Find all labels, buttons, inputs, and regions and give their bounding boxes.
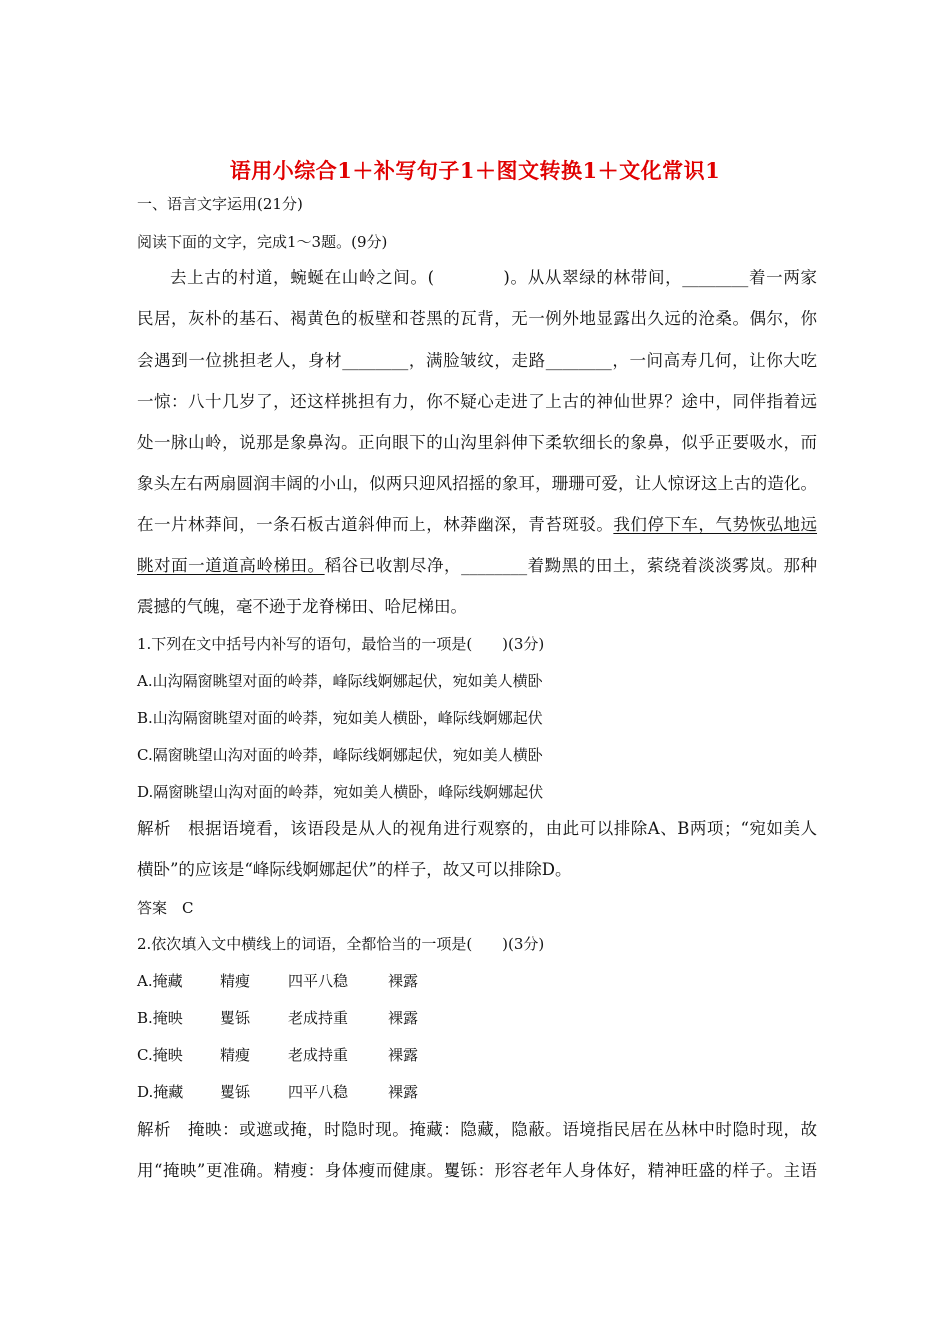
option-word: 裸露 — [388, 1009, 419, 1027]
q1-option-c: C.隔窗眺望山沟对面的岭莽，峰际线婀娜起伏，宛如美人横卧 — [137, 746, 543, 764]
q2-option-b — [137, 1008, 418, 1028]
passage-line-4: 一惊：八十几岁了，还这样挑担有力，你不疑心走进了上古的神仙世界？途中，同伴指着远 — [137, 392, 817, 411]
passage-line-2: 民居，灰朴的基石、褐黄色的板壁和苍黑的瓦背，无一例外地显露出久远的沧桑。偶尔，你 — [137, 309, 817, 328]
option-word: B.掩映 — [137, 1009, 183, 1027]
section-heading: 一、语言文字运用(21分) — [137, 195, 303, 213]
passage-line-3: 会遇到一位挑担老人，身材________，满脸皱纹，走路________，一问高寿几何，让你大吃 — [137, 351, 817, 370]
reading-instruction: 阅读下面的文字，完成1～3题。(9分) — [137, 233, 388, 251]
q1-answer: 答案 C — [137, 899, 194, 917]
q2-analysis-line-1: 解析 掩映：或遮或掩，时隐时现。掩藏：隐藏，隐蔽。语境指民居在丛林中时隐时现，故 — [137, 1120, 817, 1139]
q1-option-b: B.山沟隔窗眺望对面的岭莽，宛如美人横卧，峰际线婀娜起伏 — [137, 709, 543, 727]
option-word: 裸露 — [388, 972, 419, 990]
underlined-sentence: 眺对面一道道高岭梯田。 — [137, 556, 325, 575]
q2-option-d — [137, 1082, 418, 1102]
passage-text: 在一片林莽间，一条石板古道斜伸而上，林莽幽深，青苔斑驳。 — [137, 515, 614, 534]
option-word: 裸露 — [388, 1046, 419, 1064]
passage-line-6: 象头左右两扇圆润丰阔的小山，似两只迎风招摇的象耳，珊珊可爱，让人惊讶这上古的造化。 — [137, 474, 817, 493]
page-title: 语用小综合1＋补写句子1＋图文转换1＋文化常识1 — [229, 158, 721, 183]
q1-option-a: A.山沟隔窗眺望对面的岭莽，峰际线婀娜起伏，宛如美人横卧 — [137, 672, 543, 690]
passage-line-7 — [137, 514, 817, 536]
underlined-sentence: 我们停下车，气势恢弘地远 — [613, 515, 818, 534]
option-word: 老成持重 — [288, 1046, 349, 1064]
option-word: 四平八稳 — [288, 1083, 349, 1101]
passage-line-1: 去上古的村道，蜿蜒在山岭之间。( )。从从翠绿的林带间，________着一两家 — [170, 268, 817, 287]
q2-analysis-line-2: 用“掩映”更准确。精瘦：身体瘦而健康。矍铄：形容老年人身体好，精神旺盛的样子。主语 — [137, 1161, 817, 1180]
question-1-stem: 1.下列在文中括号内补写的语句，最恰当的一项是( )(3分) — [137, 635, 545, 653]
passage-line-9: 震撼的气魄，毫不逊于龙脊梯田、哈尼梯田。 — [137, 597, 467, 616]
passage-line-5: 处一脉山岭，说那是象鼻沟。正向眼下的山沟里斜伸下柔软细长的象鼻，似乎正要吸水，而 — [137, 433, 817, 452]
passage-text: 稻谷已收割尽净，________着黝黑的田土，萦绕着淡淡雾岚。那种 — [324, 556, 818, 575]
question-2-stem: 2.依次填入文中横线上的词语，全都恰当的一项是( )(3分) — [137, 935, 545, 953]
option-word: 精瘦 — [220, 972, 251, 990]
q1-analysis-line-1: 解析 根据语境看，该语段是从人的视角进行观察的，由此可以排除A、B两项；“宛如美人 — [137, 819, 817, 838]
option-word: 矍铄 — [220, 1083, 251, 1101]
option-word: 四平八稳 — [288, 972, 349, 990]
option-word: 裸露 — [388, 1083, 419, 1101]
q1-option-d: D.隔窗眺望山沟对面的岭莽，宛如美人横卧，峰际线婀娜起伏 — [137, 783, 544, 801]
option-word: 老成持重 — [288, 1009, 349, 1027]
option-word: C.掩映 — [137, 1046, 183, 1064]
option-word: A.掩藏 — [137, 972, 183, 990]
option-word: D.掩藏 — [137, 1083, 184, 1101]
option-word: 矍铄 — [220, 1009, 251, 1027]
q2-option-a — [137, 971, 418, 991]
option-word: 精瘦 — [220, 1046, 251, 1064]
q1-analysis-line-2: 横卧”的应该是“峰际线婀娜起伏”的样子，故又可以排除D。 — [137, 860, 572, 879]
passage-line-8 — [137, 555, 817, 577]
q2-option-c — [137, 1045, 418, 1065]
